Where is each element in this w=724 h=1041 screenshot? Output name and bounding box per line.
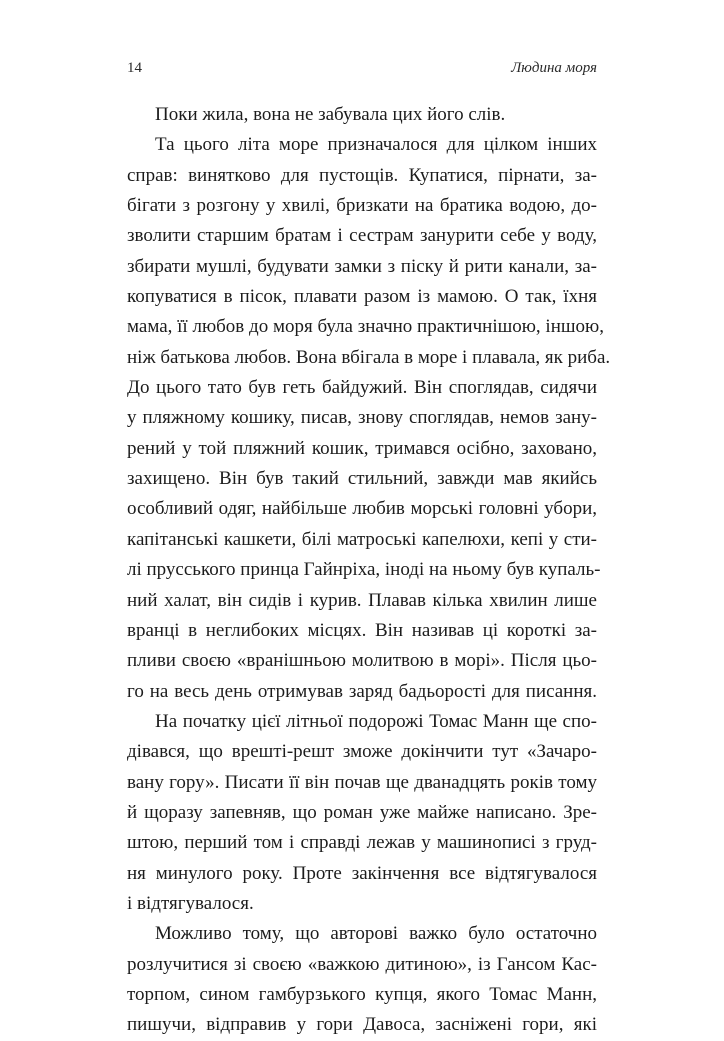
text-line: захищено. Він був такий стильний, завжди мав якийсь [127,468,597,490]
text-line: капітанські кашкети, білі матроські капелюхи, кепі у сти- [127,528,597,550]
text-line: зволити старшим братам і сестрам занурити себе у воду, [127,225,597,247]
text-line: вранці в неглибоких місцях. Він називав ці короткі за- [127,619,597,641]
text-line: ніж батькова любов. Вона вбігала в море і плавала, як риба. [127,346,611,368]
text-line: Можливо тому, що авторові важко було остаточно [155,923,597,945]
text-line: справ: винятково для пустощів. Купатися, пірнати, за- [127,164,597,186]
text-line: і відтягувалося. [127,892,254,914]
text-line: розлучитися зі своєю «важкою дитиною», із Гансом Кас- [127,953,597,975]
text-line: торпом, сином гамбурзького купця, якого Томас Манн, [127,983,597,1005]
text-line: й щоразу запевняв, що роман уже майже написано. Зре- [127,801,597,823]
running-head [127,60,597,80]
text-line: штою, перший том і справді лежав у машинописі з груд- [127,832,597,854]
text-line: копуватися в пісок, плавати разом із мамою. О так, їхня [127,286,597,308]
text-line: у пляжному кошику, писав, знову споглядав, немов зану- [127,407,597,429]
text-line: рений у той пляжний кошик, тримався осібно, заховано, [127,437,597,459]
text-line: збирати мушлі, будувати замки з піску й рити канали, за- [127,255,597,277]
page-number: 14 [127,60,142,76]
text-line: мама, її любов до моря була значно практичнішою, іншою, [127,316,604,338]
text-line: пливи своєю «вранішньою молитвою в морі». Після цьо- [127,650,597,672]
text-line: ний халат, він сидів і курив. Плавав кілька хвилин лише [127,589,597,611]
body-text [127,100,611,1041]
text-line: На початку цієї літньої подорожі Томас Манн ще спо- [155,710,597,732]
book-title: Людина моря [511,60,597,76]
text-line: Та цього літа море призначалося для цілком інших [155,134,597,156]
text-line: лі прусського принца Гайнріха, іноді на ньому був купаль- [127,559,601,581]
text-line: особливий одяг, найбільше любив морські головні убори, [127,498,597,520]
text-line: пишучи, відправив у гори Давоса, засніжені гори, які [127,1014,597,1036]
text-line: бігати з розгону у хвилі, бризкати на братика водою, до- [127,195,597,217]
text-line: ня минулого року. Проте закінчення все відтягувалося [127,862,597,884]
text-line: дівався, що врешті-решт зможе докінчити тут «Зачаро- [127,741,597,763]
text-line: вану гору». Писати її він почав ще дванадцять років тому [127,771,597,793]
text-line: До цього тато був геть байдужий. Він споглядав, сидячи [127,377,597,399]
text-line: Поки жила, вона не забувала цих його слів. [155,104,506,125]
text-line: го на весь день отримував заряд бадьорості для писання. [127,680,597,702]
